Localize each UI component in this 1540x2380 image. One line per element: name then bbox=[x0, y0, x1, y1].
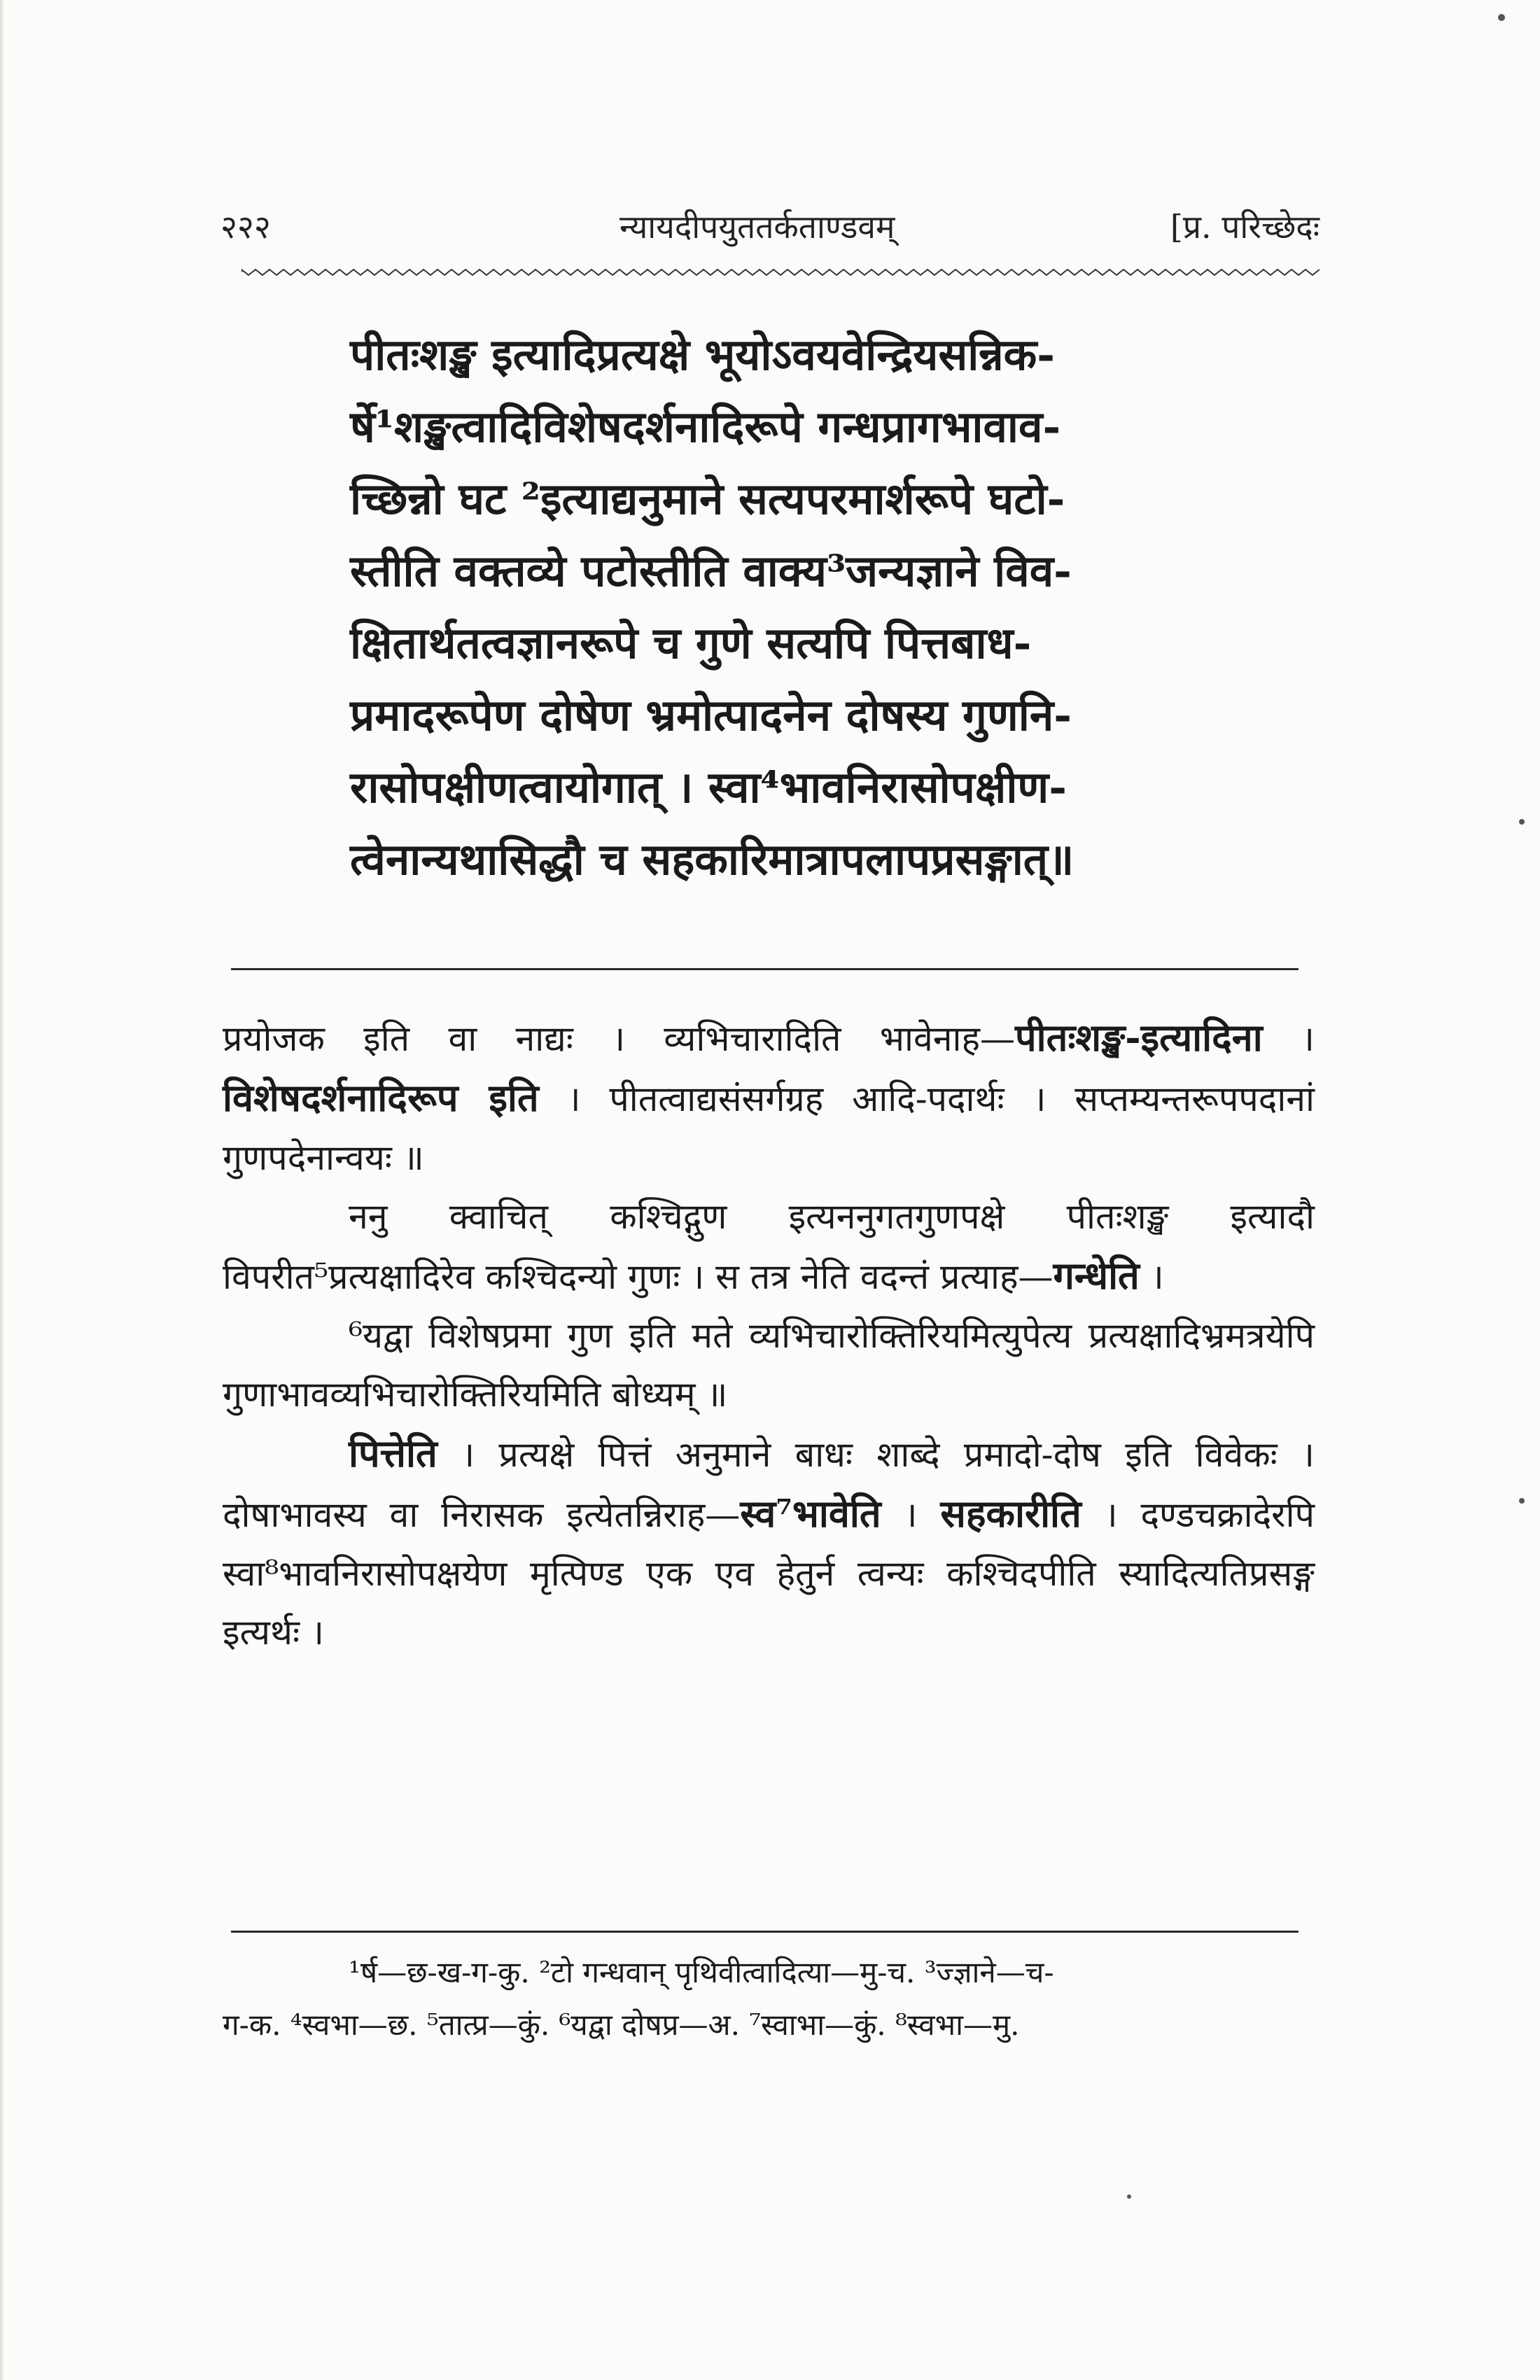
commentary-text: । प्रत्यक्षे पित्तं अनुमाने बाधः शाब्दे प्रमादो-दोष इति विवेकः । दोषाभावस्य वा निरासक इत्येतन्निराह— bbox=[223, 1434, 1315, 1535]
book-title: न्यायदीपयुततर्कताण्डवम् bbox=[620, 208, 895, 246]
commentary-text: । bbox=[1139, 1256, 1164, 1297]
running-header bbox=[220, 204, 1320, 253]
commentary-paragraph bbox=[223, 1424, 1315, 1662]
commentary-text: । bbox=[881, 1494, 941, 1535]
header-wavy-rule bbox=[241, 266, 1320, 279]
scan-speck bbox=[1519, 1498, 1525, 1504]
scan-speck bbox=[1127, 2194, 1131, 2199]
main-line: क्षितार्थतत्वज्ञानरूपे च गुणे सत्यपि पित्तबाध- bbox=[350, 617, 1032, 668]
commentary-footnote-divider bbox=[231, 1931, 1298, 1933]
commentary-lemma: पित्तेति bbox=[349, 1431, 438, 1476]
commentary-text: । दण्डचक्रादेरपि स्वा⁸भावनिरासोपक्षयेण मृत्पिण्ड एक एव हेतुर्न त्वन्यः कश्चिदपीति स्यादित्यतिप्रसङ्ग इत्यर्थः । bbox=[223, 1494, 1315, 1653]
footnote-line: ¹र्ष—छ-ख-ग-कु. ²टो गन्धवान् पृथिवीत्वादित्या—मु-च. ³ज्ज्ञाने—च- bbox=[349, 1955, 1054, 1989]
commentary-paragraph bbox=[223, 1306, 1315, 1424]
scan-speck bbox=[1498, 14, 1505, 21]
commentary-lemma: गन्धेति bbox=[1053, 1253, 1140, 1298]
commentary-lemma: स्व⁷भावेति bbox=[740, 1491, 881, 1536]
main-text bbox=[350, 318, 1288, 895]
scan-edge bbox=[0, 0, 4, 2380]
section-label: [प्र. परिच्छेदः bbox=[1170, 208, 1320, 246]
text-commentary-divider bbox=[231, 968, 1298, 970]
commentary-text: ⁶यद्वा विशेषप्रमा गुण इति मते व्यभिचारोक्तिरियमित्युपेत्य प्रत्यक्षादिभ्रमत्रयेपि गुणाभावव्यभिचारोक्तिरियमिति बोध्यम् ॥ bbox=[223, 1315, 1315, 1415]
commentary-text: । bbox=[1262, 1018, 1315, 1059]
commentary-lemma: विशेषदर्शनादिरूप इति bbox=[223, 1075, 539, 1120]
scan-speck bbox=[1519, 819, 1525, 825]
commentary-paragraph bbox=[223, 1008, 1315, 1187]
commentary-text: ननु क्वाचित् कश्चिद्गुण इत्यननुगतगुणपक्षे पीतःशङ्ख इत्यादौ विपरीत⁵प्रत्यक्षादिरेव कश्चिदन्यो गुणः । स तत्र नेति वदन्तं प्रत्याह— bbox=[223, 1196, 1315, 1297]
footnotes bbox=[223, 1946, 1315, 2051]
commentary bbox=[223, 1008, 1315, 1662]
commentary-text: । पीतत्वाद्यसंसर्गग्रह आदि-पदार्थः । सप्तम्यन्तरूपपदानां गुणपदेनान्वयः ॥ bbox=[223, 1079, 1315, 1178]
page-number: २२२ bbox=[220, 208, 271, 246]
main-line: स्तीति वक्तव्ये पटोस्तीति वाक्य³जन्यज्ञाने विव- bbox=[350, 545, 1072, 596]
commentary-paragraph bbox=[223, 1187, 1315, 1306]
main-line: पीतःशङ्ख इत्यादिप्रत्यक्षे भूयोऽवयवेन्द्रियसन्निक- bbox=[350, 329, 1056, 380]
footnote-line: ग-क. ⁴स्वभा—छ. ⁵तात्प्र—कुं. ⁶यद्वा दोषप्र—अ. ⁷स्वाभा—कुं. ⁸स्वभा—मु. bbox=[223, 2008, 1020, 2042]
commentary-lemma: पीतःशङ्ख-इत्यादिना bbox=[1015, 1015, 1263, 1060]
main-line: त्वेनान्यथासिद्धौ च सहकारिमात्रापलापप्रसङ्गात्॥ bbox=[350, 834, 1074, 885]
main-line: र्षे¹शङ्खत्वादिविशेषदर्शनादिरूपे गन्धप्रागभावाव- bbox=[350, 401, 1061, 452]
main-line: रासोपक्षीणत्वायोगात् । स्वा⁴भावनिरासोपक्षीण- bbox=[350, 762, 1067, 813]
main-line: च्छिन्नो घट ²इत्याद्यनुमाने सत्यपरमार्शरूपे घटो- bbox=[350, 473, 1065, 524]
commentary-text: प्रयोजक इति वा नाद्यः । व्यभिचारादिति भावेनाह— bbox=[223, 1018, 1015, 1059]
main-line: प्रमादरूपेण दोषेण भ्रमोत्पादनेन दोषस्य गुणनि- bbox=[350, 690, 1072, 741]
commentary-lemma: सहकारीति bbox=[940, 1491, 1082, 1536]
